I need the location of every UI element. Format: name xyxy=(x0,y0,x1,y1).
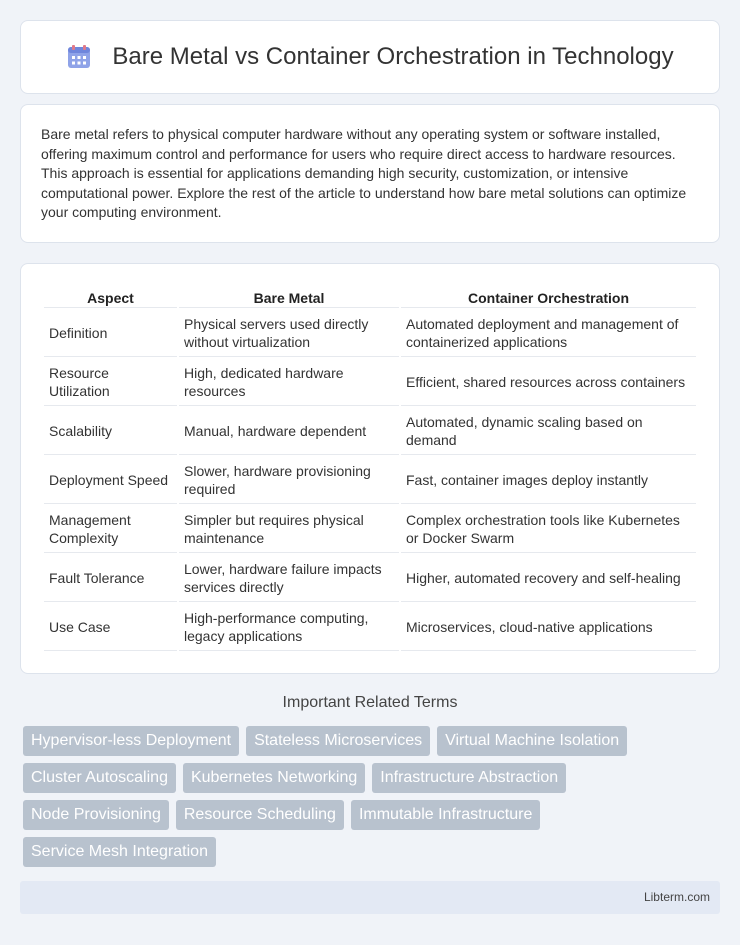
row-container-orchestration: Efficient, shared resources across containers xyxy=(401,359,696,406)
row-aspect: Deployment Speed xyxy=(44,457,177,504)
header-aspect: Aspect xyxy=(44,286,177,308)
row-bare-metal: High, dedicated hardware resources xyxy=(179,359,399,406)
intro-paragraph: Bare metal refers to physical computer hardware without any operating system or software installed, offering maximum control and performance for users who require direct access to hardware resources. This approach is essential for applications demanding high security, customization, or intensive computational power. Explore the rest of the article to understand how bare metal solutions can optimize your computing environment. xyxy=(41,126,687,220)
table-row xyxy=(44,359,696,406)
related-term-tag[interactable]: Node Provisioning xyxy=(23,800,169,830)
footer-brand[interactable]: Libterm.com xyxy=(643,890,710,904)
row-bare-metal: Manual, hardware dependent xyxy=(179,408,399,455)
row-aspect: Scalability xyxy=(44,408,177,455)
row-container-orchestration: Complex orchestration tools like Kubernetes or Docker Swarm xyxy=(401,506,696,553)
row-aspect: Management Complexity xyxy=(44,506,177,553)
comparison-table-card xyxy=(20,263,720,674)
row-container-orchestration: Microservices, cloud-native applications xyxy=(401,604,696,651)
row-bare-metal: Slower, hardware provisioning required xyxy=(179,457,399,504)
intro-card xyxy=(20,104,720,243)
related-term-tag[interactable]: Infrastructure Abstraction xyxy=(372,763,566,793)
comparison-table xyxy=(42,284,698,653)
title-card xyxy=(20,20,720,94)
related-term-tag[interactable]: Service Mesh Integration xyxy=(23,837,216,867)
table-header-row xyxy=(44,286,696,308)
row-aspect: Resource Utilization xyxy=(44,359,177,406)
row-bare-metal: Lower, hardware failure impacts services directly xyxy=(179,555,399,602)
calendar-grid-icon xyxy=(66,44,92,70)
row-aspect: Definition xyxy=(44,310,177,357)
header-container-orchestration: Container Orchestration xyxy=(401,286,696,308)
row-container-orchestration: Higher, automated recovery and self-healing xyxy=(401,555,696,602)
page-title: Bare Metal vs Container Orchestration in Technology xyxy=(112,43,674,70)
footer xyxy=(20,881,720,914)
related-term-tag[interactable]: Stateless Microservices xyxy=(246,726,430,756)
related-term-tag[interactable]: Kubernetes Networking xyxy=(183,763,365,793)
related-terms-list xyxy=(23,726,723,874)
related-term-tag[interactable]: Cluster Autoscaling xyxy=(23,763,176,793)
related-term-tag[interactable]: Immutable Infrastructure xyxy=(351,800,540,830)
related-term-tag[interactable]: Hypervisor-less Deployment xyxy=(23,726,239,756)
row-bare-metal: Physical servers used directly without virtualization xyxy=(179,310,399,357)
table-row xyxy=(44,408,696,455)
table-row xyxy=(44,506,696,553)
header-bare-metal: Bare Metal xyxy=(179,286,399,308)
table-row xyxy=(44,310,696,357)
row-container-orchestration: Fast, container images deploy instantly xyxy=(401,457,696,504)
table-row xyxy=(44,604,696,651)
related-term-tag[interactable]: Virtual Machine Isolation xyxy=(437,726,627,756)
related-terms-heading: Important Related Terms xyxy=(282,694,458,711)
row-aspect: Use Case xyxy=(44,604,177,651)
table-row xyxy=(44,555,696,602)
related-term-tag[interactable]: Resource Scheduling xyxy=(176,800,344,830)
row-bare-metal: Simpler but requires physical maintenance xyxy=(179,506,399,553)
row-aspect: Fault Tolerance xyxy=(44,555,177,602)
row-bare-metal: High-performance computing, legacy applications xyxy=(179,604,399,651)
row-container-orchestration: Automated deployment and management of containerized applications xyxy=(401,310,696,357)
row-container-orchestration: Automated, dynamic scaling based on demand xyxy=(401,408,696,455)
table-row xyxy=(44,457,696,504)
